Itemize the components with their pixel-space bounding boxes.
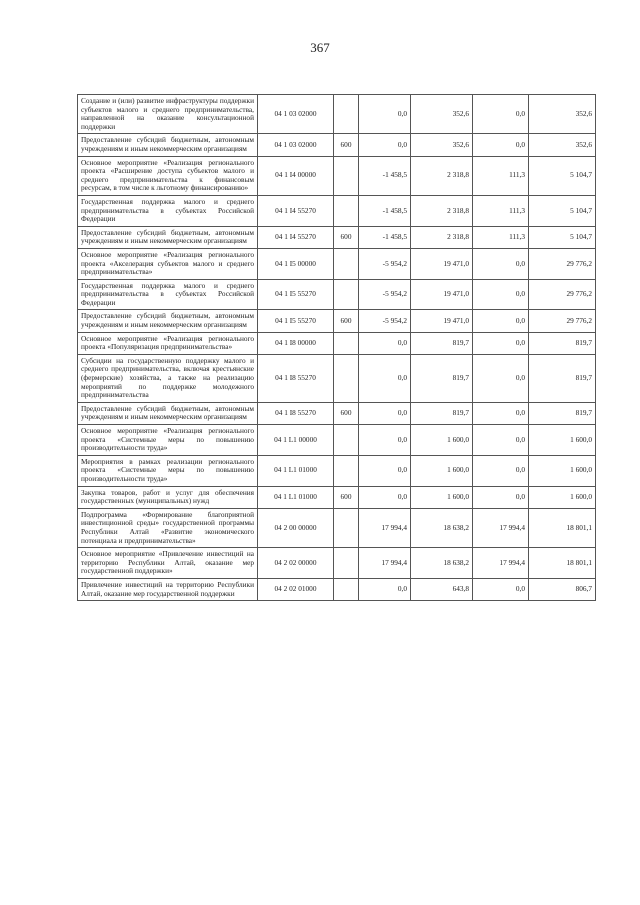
table-row [78,486,596,508]
item-name: Предоставление субсидий бюджетным, автономным учреждениям и иным некоммерческим организациям [78,310,258,332]
amount-4: 18 801,1 [529,548,596,579]
amount-4: 18 801,1 [529,508,596,547]
expense-type-code [334,578,359,600]
item-name: Привлечение инвестиций на территорию Республики Алтай, оказание мер государственной поддержки [78,578,258,600]
table-row [78,402,596,424]
expense-type-code [334,548,359,579]
amount-1: 0,0 [359,455,411,486]
amount-1: -1 458,5 [359,156,411,195]
table-row [78,279,596,310]
amount-2: 819,7 [411,402,473,424]
amount-2: 819,7 [411,354,473,402]
table-row [78,156,596,195]
expense-type-code [334,248,359,279]
amount-4: 819,7 [529,354,596,402]
amount-4: 352,6 [529,134,596,156]
expense-type-code [334,425,359,456]
amount-4: 5 104,7 [529,226,596,248]
item-name: Основное мероприятие «Реализация регионального проекта «Популяризация предпринимательства» [78,332,258,354]
amount-1: 0,0 [359,332,411,354]
amount-3: 0,0 [473,354,529,402]
target-article-code: 04 1 03 02000 [258,95,334,134]
amount-4: 29 776,2 [529,310,596,332]
target-article-code: 04 2 02 00000 [258,548,334,579]
target-article-code: 04 1 L1 01000 [258,486,334,508]
target-article-code: 04 1 I5 55270 [258,310,334,332]
amount-4: 806,7 [529,578,596,600]
expense-type-code: 600 [334,226,359,248]
amount-1: 0,0 [359,402,411,424]
table-row [78,354,596,402]
amount-1: -5 954,2 [359,248,411,279]
target-article-code: 04 1 I4 00000 [258,156,334,195]
amount-3: 0,0 [473,310,529,332]
item-name: Основное мероприятие «Привлечение инвестиций на территорию Республики Алтай, оказание мер государственной поддержки» [78,548,258,579]
amount-2: 2 318,8 [411,226,473,248]
expense-type-code [334,508,359,547]
expense-type-code [334,95,359,134]
amount-3: 0,0 [473,134,529,156]
target-article-code: 04 1 I8 00000 [258,332,334,354]
amount-3: 0,0 [473,455,529,486]
target-article-code: 04 1 I5 00000 [258,248,334,279]
table-row [78,548,596,579]
target-article-code: 04 2 02 01000 [258,578,334,600]
table-row [78,508,596,547]
target-article-code: 04 1 I5 55270 [258,279,334,310]
amount-2: 19 471,0 [411,279,473,310]
amount-1: 0,0 [359,425,411,456]
table-row [78,248,596,279]
target-article-code: 04 1 L1 00000 [258,425,334,456]
amount-1: 17 994,4 [359,548,411,579]
target-article-code: 04 2 00 00000 [258,508,334,547]
amount-4: 352,6 [529,95,596,134]
amount-3: 17 994,4 [473,548,529,579]
item-name: Предоставление субсидий бюджетным, автономным учреждениям и иным некоммерческим организациям [78,134,258,156]
expense-type-code: 600 [334,310,359,332]
expense-type-code [334,279,359,310]
table-row [78,578,596,600]
amount-4: 1 600,0 [529,486,596,508]
table-row [78,226,596,248]
expense-type-code [334,156,359,195]
amount-3: 111,3 [473,156,529,195]
amount-3: 0,0 [473,578,529,600]
amount-1: 0,0 [359,134,411,156]
table-row [78,310,596,332]
item-name: Предоставление субсидий бюджетным, автономным учреждениям и иным некоммерческим организациям [78,402,258,424]
amount-2: 1 600,0 [411,425,473,456]
expense-type-code: 600 [334,402,359,424]
item-name: Закупка товаров, работ и услуг для обеспечения государственных (муниципальных) нужд [78,486,258,508]
amount-3: 0,0 [473,95,529,134]
table-row [78,195,596,226]
amount-3: 0,0 [473,486,529,508]
amount-2: 352,6 [411,134,473,156]
item-name: Основное мероприятие «Реализация регионального проекта «Расширение доступа субъектов малого и среднего предпринимательства к финансовым ресурсам, в том числе к льготному финансированию» [78,156,258,195]
amount-4: 819,7 [529,402,596,424]
amount-2: 18 638,2 [411,548,473,579]
item-name: Мероприятия в рамках реализации регионального проекта «Системные меры по повышению производительности труда» [78,455,258,486]
amount-2: 2 318,8 [411,156,473,195]
amount-2: 19 471,0 [411,248,473,279]
amount-4: 29 776,2 [529,279,596,310]
amount-3: 0,0 [473,425,529,456]
table-body [78,95,596,601]
table-row [78,455,596,486]
amount-2: 2 318,8 [411,195,473,226]
table-row [78,134,596,156]
amount-2: 1 600,0 [411,486,473,508]
amount-4: 29 776,2 [529,248,596,279]
expense-type-code: 600 [334,134,359,156]
amount-3: 0,0 [473,248,529,279]
amount-1: -1 458,5 [359,195,411,226]
item-name: Государственная поддержка малого и среднего предпринимательства в субъектах Российской Федерации [78,195,258,226]
target-article-code: 04 1 I4 55270 [258,195,334,226]
amount-3: 111,3 [473,226,529,248]
item-name: Государственная поддержка малого и среднего предпринимательства в субъектах Российской Федерации [78,279,258,310]
amount-2: 643,8 [411,578,473,600]
amount-1: -1 458,5 [359,226,411,248]
target-article-code: 04 1 I4 55270 [258,226,334,248]
item-name: Создание и (или) развитие инфраструктуры поддержки субъектов малого и среднего предпринимательства, направленной на оказание консультационной поддержки [78,95,258,134]
amount-2: 819,7 [411,332,473,354]
amount-1: 0,0 [359,486,411,508]
amount-1: 0,0 [359,95,411,134]
item-name: Предоставление субсидий бюджетным, автономным учреждениям и иным некоммерческим организациям [78,226,258,248]
amount-3: 111,3 [473,195,529,226]
amount-4: 5 104,7 [529,195,596,226]
amount-1: 17 994,4 [359,508,411,547]
expense-type-code [334,195,359,226]
amount-2: 1 600,0 [411,455,473,486]
table-row [78,332,596,354]
item-name: Подпрограмма «Формирование благоприятной инвестиционной среды» государственной программы Республики Алтай «Развитие экономического потенциала и предпринимательства» [78,508,258,547]
amount-1: -5 954,2 [359,279,411,310]
item-name: Субсидии на государственную поддержку малого и среднего предпринимательства, включая крестьянские (фермерские) хозяйства, а также на реализацию мероприятий по поддержке молодежного предпринимательства [78,354,258,402]
table-row [78,425,596,456]
amount-1: -5 954,2 [359,310,411,332]
amount-2: 352,6 [411,95,473,134]
amount-2: 19 471,0 [411,310,473,332]
item-name: Основное мероприятие «Реализация регионального проекта «Системные меры по повышению производительности труда» [78,425,258,456]
expense-type-code [334,354,359,402]
expense-type-code [334,455,359,486]
target-article-code: 04 1 I8 55270 [258,354,334,402]
amount-1: 0,0 [359,578,411,600]
amount-4: 5 104,7 [529,156,596,195]
amount-4: 1 600,0 [529,455,596,486]
budget-table [77,94,596,601]
amount-1: 0,0 [359,354,411,402]
amount-4: 1 600,0 [529,425,596,456]
amount-4: 819,7 [529,332,596,354]
target-article-code: 04 1 L1 01000 [258,455,334,486]
expense-type-code: 600 [334,486,359,508]
target-article-code: 04 1 03 02000 [258,134,334,156]
amount-2: 18 638,2 [411,508,473,547]
amount-3: 17 994,4 [473,508,529,547]
expense-type-code [334,332,359,354]
target-article-code: 04 1 I8 55270 [258,402,334,424]
amount-3: 0,0 [473,279,529,310]
amount-3: 0,0 [473,332,529,354]
item-name: Основное мероприятие «Реализация регионального проекта «Акселерация субъектов малого и среднего предпринимательства» [78,248,258,279]
amount-3: 0,0 [473,402,529,424]
page-number: 367 [310,40,330,55]
table-row [78,95,596,134]
